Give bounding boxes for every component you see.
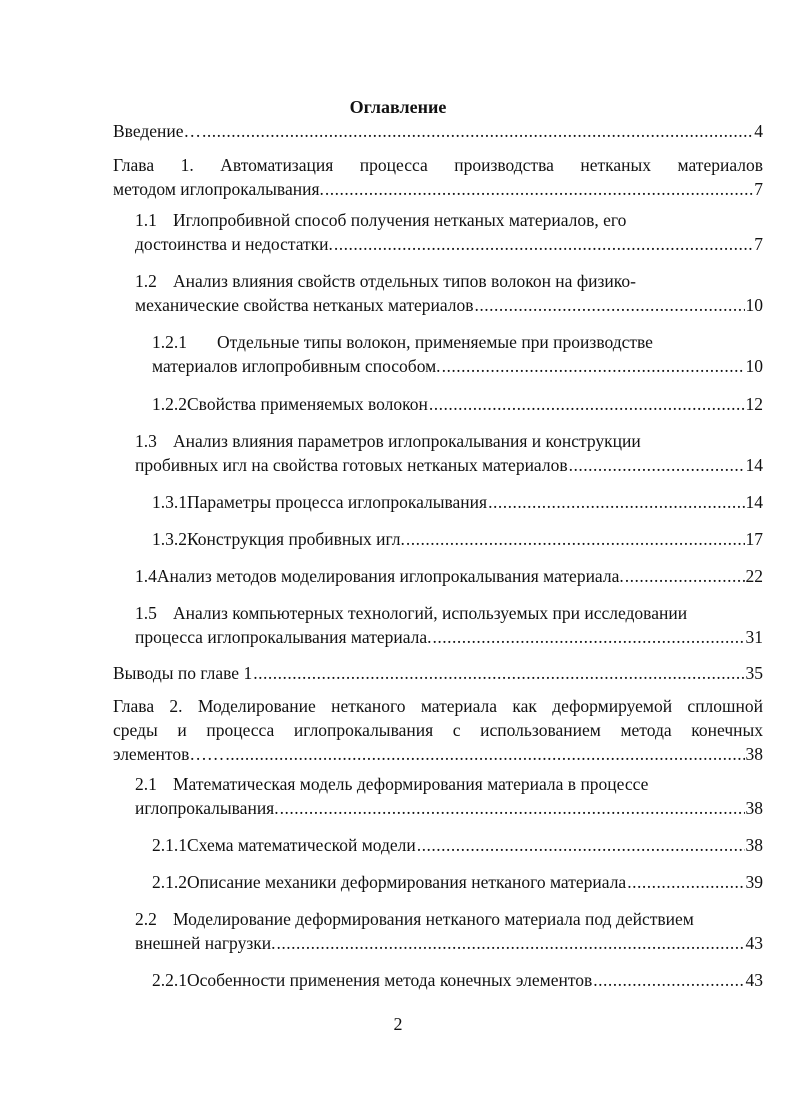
leader-dots: [325, 177, 753, 201]
toc-entry-line: 1.1 Иглопробивной способ получения нетканых материалов, его: [135, 210, 627, 230]
toc-page-number: 14: [745, 455, 763, 475]
toc-entry-1-3-1[interactable]: [152, 490, 763, 514]
toc-entry-text: Свойства применяемых волокон: [187, 394, 428, 414]
leader-dots: [625, 564, 745, 588]
toc-entry-line: 2.2 Моделирование деформирования нетканого материала под действием: [135, 909, 694, 929]
toc-entry-chapter-1[interactable]: [113, 153, 763, 201]
toc-entry-line: Глава 1. Автоматизация процесса производства нетканых материалов: [113, 155, 763, 175]
toc-section-number: 2.1.2: [152, 872, 187, 892]
toc-entry-line: 1.5 Анализ компьютерных технологий, используемых при исследовании: [135, 603, 688, 623]
toc-section-number: 2.1.1: [152, 835, 187, 855]
toc-entry-text: процесса иглопрокалывания материала.: [135, 627, 432, 647]
toc-entry-text: Схема математической модели: [187, 835, 416, 855]
toc-section-number: 1.2.1: [152, 332, 187, 352]
toc-entry-text: Выводы по главе 1: [113, 663, 253, 683]
toc-section-number: 1.3: [135, 431, 157, 451]
toc-entry-text: иглопрокалывания.: [135, 798, 279, 818]
leader-dots: [488, 490, 744, 514]
toc-page-number: 14: [745, 492, 763, 512]
toc-entry-text: Описание механики деформирования нетканого материала: [187, 872, 627, 892]
toc-page-number: 39: [745, 872, 763, 892]
toc-section-number: 2.1: [135, 774, 157, 794]
toc-entry-1-3-2[interactable]: [152, 527, 763, 551]
toc-page-number: 22: [745, 566, 763, 586]
toc-entry-line: 2.1 Математическая модель деформирования материала в процессе: [135, 774, 649, 794]
toc-entry-line: Глава 2. Моделирование нетканого материала как деформируемой сплошной: [113, 696, 763, 716]
toc-entry-2-2-1[interactable]: [152, 968, 763, 992]
toc-page-number: 7: [754, 179, 763, 199]
toc-page-number: 17: [745, 529, 763, 549]
toc-page-number: 12: [745, 394, 763, 414]
toc-page-number: 38: [745, 744, 763, 764]
leader-dots: [475, 293, 745, 317]
toc-entry-1-2-1[interactable]: [152, 330, 763, 378]
toc-entry-text: элементов……: [113, 744, 225, 764]
toc-entry-2-1-2[interactable]: [152, 870, 763, 894]
leader-dots: [593, 968, 744, 992]
toc-section-number: 1.3.1: [152, 492, 187, 512]
toc-entry-2-1-1[interactable]: [152, 833, 763, 857]
toc-entry-text: Конструкция пробивных игл.: [187, 529, 405, 549]
leader-dots: [406, 527, 745, 551]
leader-dots: [280, 796, 745, 820]
leader-dots: [442, 354, 745, 378]
toc-page-number: 31: [745, 627, 763, 647]
toc-section-number: 1.2.2: [152, 394, 187, 414]
toc-page-number: 4: [754, 121, 763, 141]
leader-dots: [417, 833, 745, 857]
toc-section-number: 1.2: [135, 271, 157, 291]
leader-dots: [225, 742, 744, 766]
toc-page-number: 43: [745, 970, 763, 990]
toc-page-number: 10: [745, 295, 763, 315]
toc-entry-text: Анализ методов моделирования иглопрокалывания материала.: [156, 566, 624, 586]
toc-entry-introduction[interactable]: [113, 119, 763, 143]
leader-dots: [202, 119, 753, 143]
leader-dots: [429, 392, 745, 416]
toc-page-number: 7: [754, 234, 763, 254]
leader-dots: [433, 625, 745, 649]
toc-entry-1-1[interactable]: [135, 208, 763, 256]
toc-page-number: 38: [745, 798, 763, 818]
toc-entry-text: внешней нагрузки.: [135, 933, 276, 953]
toc-entry-text: Введение…: [113, 121, 202, 141]
toc-section-number: 2.2.1: [152, 970, 187, 990]
toc-entry-text: Параметры процесса иглопрокалывания: [187, 492, 488, 512]
toc-entry-line: среды и процесса иглопрокалывания с использованием метода конечных: [113, 720, 763, 740]
toc-entry-2-2[interactable]: [135, 907, 763, 955]
page-number: 2: [393, 1014, 403, 1034]
toc-entry-text: механические свойства нетканых материалов: [135, 295, 474, 315]
toc-title: Оглавление: [349, 97, 447, 117]
toc-entry-line: 1.2 Анализ влияния свойств отдельных типов волокон на физико-: [135, 271, 636, 291]
toc-entry-text: пробивных игл на свойства готовых нетканых материалов: [135, 455, 568, 475]
leader-dots: [276, 931, 744, 955]
toc-section-number: 1.1: [135, 210, 157, 230]
toc-entry-1-3[interactable]: [135, 429, 763, 477]
toc-page-number: 35: [745, 663, 763, 683]
toc-section-number: 1.5: [135, 603, 157, 623]
toc-section-number: 1.4: [135, 566, 157, 586]
toc-entry-text: материалов иглопробивным способом.: [152, 356, 441, 376]
leader-dots: [569, 453, 745, 477]
toc-entry-line: 1.3 Анализ влияния параметров иглопрокалывания и конструкции: [135, 431, 641, 451]
toc-entry-1-5[interactable]: [135, 601, 763, 649]
toc-entry-1-4[interactable]: [135, 564, 763, 588]
toc-page-number: 38: [745, 835, 763, 855]
toc-entry-1-2-2[interactable]: [152, 392, 763, 416]
toc-entry-chapter-2[interactable]: [113, 694, 763, 766]
toc-page-number: 43: [745, 933, 763, 953]
toc-entry-text: достоинства и недостатки.: [135, 234, 333, 254]
leader-dots: [627, 870, 744, 894]
toc-section-number: 2.2: [135, 909, 157, 929]
toc-entry-text: Особенности применения метода конечных элементов: [187, 970, 593, 990]
toc-section-number: 1.3.2: [152, 529, 187, 549]
toc-entry-text: методом иглопрокалывания.: [113, 179, 324, 199]
leader-dots: [334, 232, 753, 256]
toc-entry-line: 1.2.1 Отдельные типы волокон, применяемые при производстве: [152, 332, 653, 352]
leader-dots: [253, 661, 744, 685]
toc-entry-1-2[interactable]: [135, 269, 763, 317]
toc-page-number: 10: [745, 356, 763, 376]
toc-entry-conclusions-1[interactable]: [113, 661, 763, 685]
toc-entry-2-1[interactable]: [135, 772, 763, 820]
